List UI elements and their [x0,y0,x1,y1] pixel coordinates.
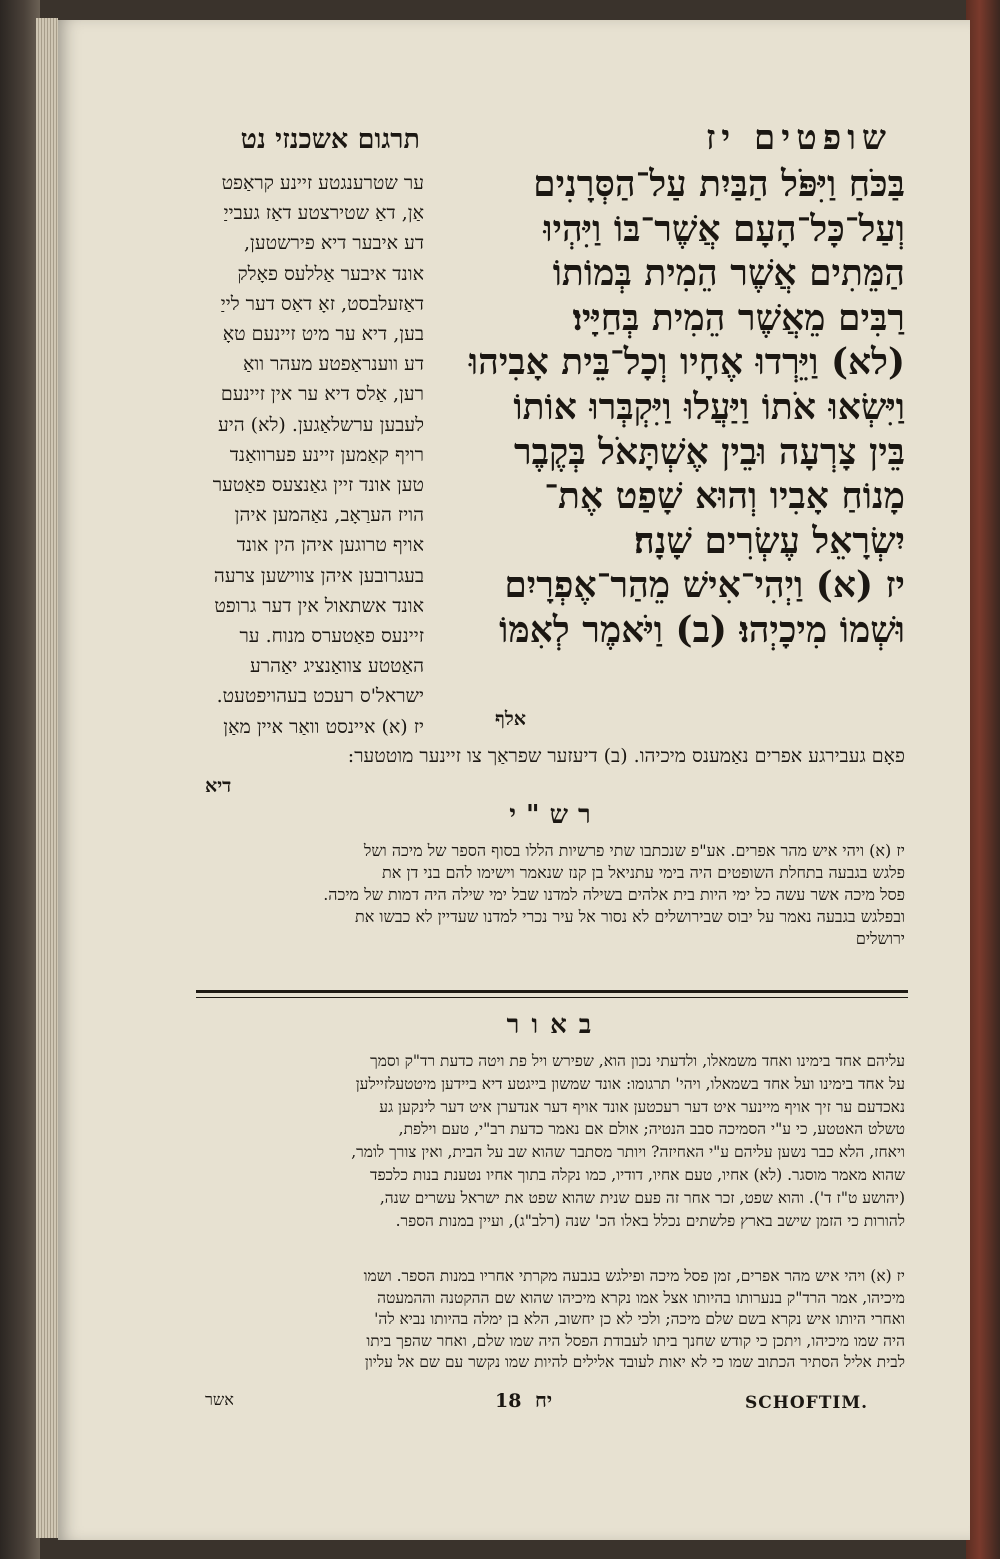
biur-line: היה שמו מיכיהו, ויתכן כי קודש שחנך ביתו לעבודת הפסל היה שמו שלם, ואחר שהפך ביתו [366,1331,905,1350]
rashi-commentary [180,840,905,950]
targum-line: אונד אשתאול אין דער גרופט [214,594,424,617]
book-binding-right [966,0,1000,1559]
biur-line: על אחד בימינו ועל אחד בשמאלו, ויהי' תרגומו: אונד שמשון בייגטע דיא ביידען מיטטעלזיילען [355,1074,905,1093]
targum-line: בעגרובען איהן צווישען צרעה [213,564,424,587]
page-edges [36,18,58,1538]
bible-line: יז (א) וַיְהִי־אִישׁ מֵהַר־אֶפְרָיִם [504,564,905,607]
page-number-hebrew: יח [535,1388,553,1412]
targum-line: ער שטרענגטע זיינע קראַפט [221,172,424,194]
page-header-title: שופטים יז [705,118,892,158]
page-header-targum: תרגום אשכנזי נט [240,124,420,155]
biur-commentary-chapter-17 [180,1266,905,1374]
targum-line: אויף טרוגען איהן הין אונד [236,534,424,557]
targum-line: אַן, דאַ שטירצטע דאַז געבייַ [223,202,424,225]
rashi-line: פלגש בגבעה בתחלת השופטים היה בימי עתניאל בן קנז שנאמר וישימו להם בני דן את [382,863,905,882]
biur-line: שהוא מאמר מוסגר. (לא) אחיו, טעם אחיו, דודיו, כמו נקלה בתוך אחיו נטענת בנות כלכפד [369,1165,905,1184]
bible-line: יִשְׂרָאֵל עֶשְׂרִים שָׁנָה׃ [634,519,905,562]
biur-line: עליהם אחד בימינו ואחד משמאלו, ולדעתי נכון הוא, שפירש ויל פת ויטה כדעת רד"ק וסמך [370,1052,905,1070]
bible-line: וַיִּשְׂאוּ אֹתוֹ וַיַּעֲלוּ וַיִּקְבְּרוּ אוֹתוֹ [513,385,905,428]
bible-line: וְעַל־כָּל־הָעָם אֲשֶׁר־בּוֹ וַיִּהְיוּ [543,207,905,250]
biur-line: להורות כי הזמן שישב בארץ פלשתים נכלל באלו הכ' שנה (רלב"ג), ועיין במנות הספר. [395,1211,905,1230]
footer-catchword: אשר [205,1390,234,1409]
bible-text-column [405,162,905,653]
section-divider [196,990,908,998]
targum-line: רען, אַלס דיא ער אין זיינעם [220,383,424,406]
targum-line: האַטטע צוואַנציג יאַהרע [250,655,424,678]
biur-line: (יהושע ט"ז ד'). והוא שפט, זכר אחר זה פעם שנית שהוא שפט את ישראל עשרים שנה, [379,1188,905,1207]
targum-line: אונד איבער אַללעס פאָלק [237,262,424,285]
bible-line: רַבִּים מֵאֲשֶׁר הֵמִית בְּחַיָּיו׃ [572,296,905,339]
targum-line: רויף קאַמען זיינע פערוואַנד [229,443,424,466]
rashi-heading: רש"י [509,800,601,830]
targum-line: לעבען ערשלאַגען. (לא) היע [217,413,424,436]
targum-line: טען אונד זיין גאַנצעס פאַטער [212,474,424,497]
rashi-line: יז (א) ויהי איש מהר אפרים. אע"פ שנכתבו שתי פרשיות הללו בסוף הספר של מיכה ושל [363,841,905,860]
targum-line: זיינעס פאַטערס מנוח. ער [239,625,424,648]
biur-line: ואחרי היותו איש נקרא בשם שלם מיכה; ולכי לא כן יחשוב, הלא בן ימלה בהיותו נביא לה' [374,1310,905,1329]
biur-heading: באור [506,1010,604,1040]
targum-line: בען, דיא ער מיט זיינעם טאָ [222,323,424,346]
targum-continuation: פאָם געבירגע אפרים נאַמענס מיכיהו. (ב) דיעזער שפראַך צו זיינער מוטטער: [347,745,905,767]
biur-line: יז (א) ויהי איש מהר אפרים, זמן פסל מיכה ופילגש בגבעה מקרתי אחריו במנות הספר. ושמו [363,1267,905,1285]
biur-line: ויאחז, הלא כבר נשען עליהם ע"י האחיזה? ויותר מסתבר שהוא שב על הבית, ואין צורך לומר, [351,1143,905,1162]
bible-line: הַמֵּתִים אֲשֶׁר הֵמִית בְּמוֹתוֹ [552,252,905,295]
bible-line: מָנוֹחַ אָבִיו וְהוּא שָׁפַט אֶת־ [544,475,905,518]
bible-catchword: אלף [495,708,526,730]
bible-line: בַּכֹּחַ וַיִּפֹּל הַבַּיִת עַל־הַסְּרָנִים [533,163,905,205]
footer-book-name: SCHOFTIM. [745,1393,869,1413]
rashi-line: ובפלגש בגבעה נאמר על יבוס שבירושלים לא נסור אל עיר נכרי למדנו שעדיין לא כבשו את [354,907,905,926]
book-binding-left [0,0,40,1559]
biur-line: נאכדעם ער זיך אויף מיינער איט דער רעכטען אונד אויף דער אנדערן איט דער לינקען גע [379,1097,905,1116]
page-number: 18 [495,1390,522,1412]
rashi-line: ירושלים [855,929,905,948]
targum-line: יז (א) איינסט וואַר איין מאַן [223,715,424,738]
bible-line: וּשְׁמוֹ מִיכָיְהוּ׃ (ב) וַיֹּאמֶר לְאִמּוֹ [499,608,905,651]
biur-line: טשלט האטטע, כי ע"י הסמיכה סבב הנטיה; אולם אם נאמר כדעת רב"י, טעם וילפת, [398,1120,905,1139]
biur-line: מיכיהו, אמר הרד"ק בנערותו בהיותו אצל אמו נקרא מיכיהו שהוא שם ההקטנה וההמעטה [377,1288,905,1307]
targum-line: דאַזעלבסט, זאָ דאַס דער לייַ [220,292,424,315]
targum-catchword: דיא [205,775,232,797]
targum-line: הויז הערַאָב, נאַהמען איהן [234,504,424,527]
rashi-line: פסל מיכה אשר עשה כל ימי היות בית אלהים בשילה למדנו שבל ימי שילה היה דמות של מיכה. [323,885,905,904]
targum-line: ישראל'ס רעכט בעהויפטעט. [216,685,424,708]
targum-line: דע איבער דיא פירשטען, [244,232,424,255]
bible-line: (לא) וַיֵּרְדוּ אֶחָיו וְכָל־בֵּית אָבִיהוּ [468,341,905,384]
targum-line: דע ווענראַפטע מעהר וואַ [243,353,424,376]
biur-line: לבית אליל הסתיר הכתוב שמו כי לא יאות לעובד אלילים להיות שמו נקשר עם שם אל עליון [364,1353,905,1372]
targum-column [128,168,424,742]
bible-line: בֵּין צָרְעָה וּבֵין אֶשְׁתָּאֹל בְּקֶבֶר [513,430,905,473]
biur-commentary [180,1050,905,1232]
